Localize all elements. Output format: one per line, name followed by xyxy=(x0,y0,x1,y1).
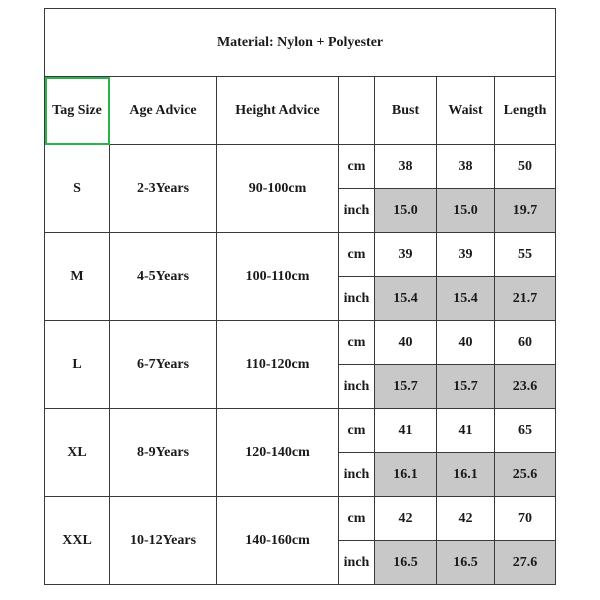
tag-size-cell: M xyxy=(45,233,110,321)
bust-inch-cell: 15.4 xyxy=(375,277,437,321)
bust-inch-cell: 16.1 xyxy=(375,453,437,497)
tag-size-cell: XXL xyxy=(45,497,110,585)
bust-inch-cell: 15.7 xyxy=(375,365,437,409)
length-cm-cell: 50 xyxy=(495,145,556,189)
height-advice-cell: 140-160cm xyxy=(217,497,339,585)
length-inch-cell: 25.6 xyxy=(495,453,556,497)
bust-cm-cell: 41 xyxy=(375,409,437,453)
unit-cm-label: cm xyxy=(339,145,375,189)
tag-size-cell: XL xyxy=(45,409,110,497)
unit-inch-label: inch xyxy=(339,365,375,409)
header-tag-size: Tag Size xyxy=(45,77,110,145)
waist-inch-cell: 16.1 xyxy=(437,453,495,497)
header-waist: Waist xyxy=(437,77,495,145)
length-inch-cell: 21.7 xyxy=(495,277,556,321)
unit-inch-label: inch xyxy=(339,453,375,497)
age-advice-cell: 6-7Years xyxy=(110,321,217,409)
header-age-advice: Age Advice xyxy=(110,77,217,145)
age-advice-cell: 4-5Years xyxy=(110,233,217,321)
waist-inch-cell: 15.0 xyxy=(437,189,495,233)
table-row xyxy=(45,409,556,453)
header-bust: Bust xyxy=(375,77,437,145)
length-cm-cell: 55 xyxy=(495,233,556,277)
unit-cm-label: cm xyxy=(339,321,375,365)
unit-inch-label: inch xyxy=(339,541,375,585)
height-advice-cell: 90-100cm xyxy=(217,145,339,233)
bust-cm-cell: 40 xyxy=(375,321,437,365)
height-advice-cell: 100-110cm xyxy=(217,233,339,321)
height-advice-cell: 120-140cm xyxy=(217,409,339,497)
header-row xyxy=(45,77,556,145)
waist-cm-cell: 40 xyxy=(437,321,495,365)
length-cm-cell: 60 xyxy=(495,321,556,365)
header-length: Length xyxy=(495,77,556,145)
unit-cm-label: cm xyxy=(339,497,375,541)
length-cm-cell: 70 xyxy=(495,497,556,541)
waist-cm-cell: 38 xyxy=(437,145,495,189)
waist-cm-cell: 41 xyxy=(437,409,495,453)
length-inch-cell: 23.6 xyxy=(495,365,556,409)
waist-inch-cell: 15.7 xyxy=(437,365,495,409)
waist-cm-cell: 39 xyxy=(437,233,495,277)
length-inch-cell: 27.6 xyxy=(495,541,556,585)
length-inch-cell: 19.7 xyxy=(495,189,556,233)
header-height-advice: Height Advice xyxy=(217,77,339,145)
header-unit xyxy=(339,77,375,145)
table-row xyxy=(45,497,556,541)
material-title: Material: Nylon + Polyester xyxy=(45,9,556,77)
unit-cm-label: cm xyxy=(339,233,375,277)
bust-inch-cell: 16.5 xyxy=(375,541,437,585)
bust-cm-cell: 39 xyxy=(375,233,437,277)
age-advice-cell: 8-9Years xyxy=(110,409,217,497)
tag-size-cell: S xyxy=(45,145,110,233)
tag-size-cell: L xyxy=(45,321,110,409)
table-row xyxy=(45,145,556,189)
bust-cm-cell: 38 xyxy=(375,145,437,189)
table-row xyxy=(45,321,556,365)
age-advice-cell: 2-3Years xyxy=(110,145,217,233)
waist-inch-cell: 16.5 xyxy=(437,541,495,585)
bust-cm-cell: 42 xyxy=(375,497,437,541)
unit-cm-label: cm xyxy=(339,409,375,453)
size-chart-table xyxy=(44,8,556,585)
waist-cm-cell: 42 xyxy=(437,497,495,541)
length-cm-cell: 65 xyxy=(495,409,556,453)
height-advice-cell: 110-120cm xyxy=(217,321,339,409)
table-row xyxy=(45,233,556,277)
age-advice-cell: 10-12Years xyxy=(110,497,217,585)
bust-inch-cell: 15.0 xyxy=(375,189,437,233)
waist-inch-cell: 15.4 xyxy=(437,277,495,321)
unit-inch-label: inch xyxy=(339,189,375,233)
unit-inch-label: inch xyxy=(339,277,375,321)
